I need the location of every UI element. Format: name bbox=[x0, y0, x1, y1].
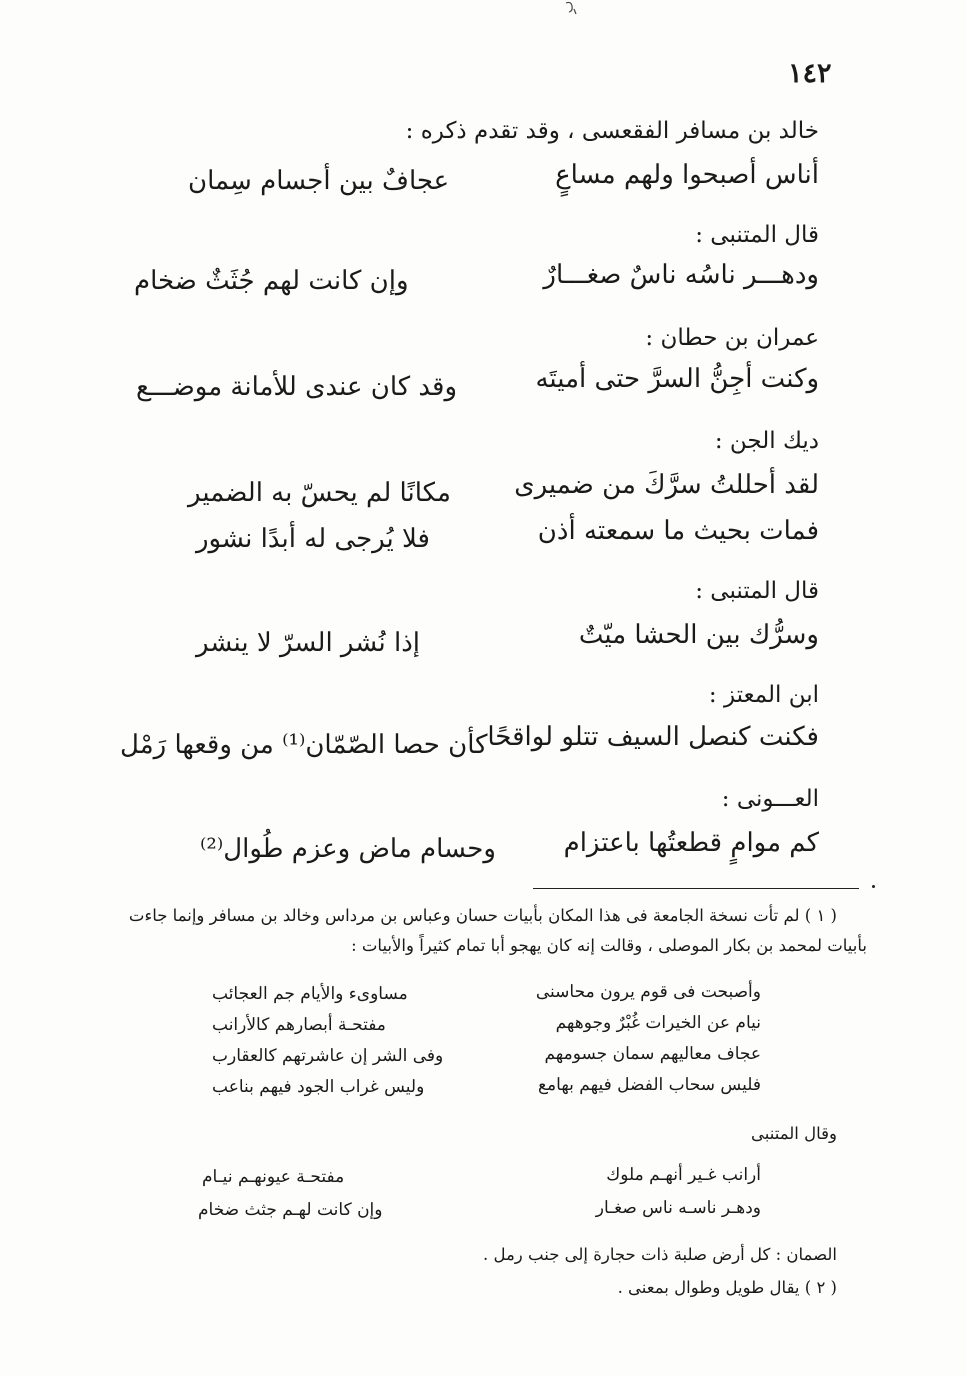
ink-mark bbox=[560, 0, 582, 16]
footnote-intro: وقال المتنبى bbox=[751, 1124, 837, 1143]
footnote-verse-first: عجاف معاليهم سمان جسومهم bbox=[544, 1044, 761, 1064]
footnote-verse-second: مفتحـة عيونهـم نيـام bbox=[202, 1167, 345, 1187]
footnote-2: ( ٢ ) يقال طويل وطوال بمعنى . bbox=[617, 1278, 837, 1297]
footnote-divider bbox=[533, 888, 859, 889]
footnote-verse-first: ودهـر ناسـه ناس صغـار bbox=[595, 1198, 761, 1218]
footnote-verse-first: أرانب غـير أنهـم ملوك bbox=[606, 1165, 761, 1185]
verse-second-hemistich: وقد كان عندى للأمانة موضـــع bbox=[136, 372, 458, 402]
verse-second-hemistich: عجافٌ بين أجسام سِمان bbox=[188, 166, 450, 196]
poet-intro: عمران بن حطان : bbox=[645, 325, 819, 351]
poet-intro: ابن المعتز : bbox=[708, 682, 819, 708]
verse-first-hemistich: فمات بحيث ما سمعته أذن bbox=[537, 516, 819, 546]
verse-first-hemistich: وسرُّك بين الحشا ميّتٌ bbox=[578, 620, 819, 650]
verse-first-hemistich: وكنت أجِنُّ السرَّ حتى أميتَه bbox=[535, 364, 819, 394]
verse-second-hemistich: فلا يُرجى له أبدًا نشور bbox=[196, 524, 430, 554]
footnote-1-line-2: بأبيات لمحمد بن بكار الموصلى ، وقالت إنه كان يهجو أبا تمام كثيراً والأبيات : bbox=[351, 936, 867, 955]
poet-intro: خالد بن مسافر الفقعسى ، وقد تقدم ذكره : bbox=[405, 118, 819, 144]
poet-intro: قال المتنبى : bbox=[695, 578, 819, 604]
footnote-verse-second: وفى الشر إن عاشرتهم كالعقارب bbox=[212, 1046, 444, 1066]
verse-second-hemistich: وإن كانت لهم جُثَثٌ ضخام bbox=[134, 266, 409, 296]
verse-first-hemistich: فكنت كنصل السيف تتلو لواقحًا bbox=[487, 722, 819, 752]
page-number: ١٤٢ bbox=[788, 58, 832, 89]
footnote-verse-first: وأصبحت فى قوم يرون محاسنى bbox=[535, 982, 761, 1002]
verse-first-hemistich: أناس أصبحوا ولهم مساعٍ bbox=[555, 160, 819, 190]
footnote-gloss: الصمان : كل أرض صلبة ذات حجارة إلى جنب رمل . bbox=[482, 1245, 837, 1264]
poet-intro: قال المتنبى : bbox=[695, 222, 819, 248]
footnote-1-line-1: ( ١ ) لم تأت نسخة الجامعة فى هذا المكان بأبيات حسان وعباس بن مرداس وخالد بن مسافر وإنما جاءت bbox=[128, 906, 837, 925]
footnote-verse-second: وليس غراب الجود فيهم بناعب bbox=[212, 1077, 425, 1097]
verse-second-hemistich: كأن حصا الصّمّان⁽¹⁾ من وقعها رَمْل bbox=[120, 730, 488, 760]
verse-second-hemistich: وحسام ماض وعزم طُوال⁽²⁾ bbox=[200, 834, 496, 864]
verse-second-hemistich: إذا نُشر السرّ لا ينشر bbox=[196, 628, 420, 658]
verse-first-hemistich: ودهـــر ناسُه ناسٌ صغـــارٌ bbox=[543, 260, 819, 290]
divider-dot bbox=[872, 885, 875, 888]
footnote-verse-second: مفتحـة أبصارهم كالأرانب bbox=[212, 1015, 386, 1035]
footnote-verse-second: مساوىء والأيام جم العجائب bbox=[212, 984, 408, 1004]
verse-second-hemistich: مكانًا لم يحسّ به الضمير bbox=[188, 478, 451, 508]
verse-first-hemistich: كم موامٍ قطعتُها باعتزام bbox=[563, 828, 819, 858]
footnote-verse-first: فليس سحاب الفضل فيهم بهامع bbox=[537, 1075, 761, 1095]
verse-first-hemistich: لقد أحللتُ سرَّكَ من ضميرى bbox=[514, 470, 819, 500]
poet-intro: ديك الجن : bbox=[714, 428, 819, 454]
poet-intro: العـــونى : bbox=[721, 786, 819, 812]
footnote-verse-second: وإن كانت لهـم جثث ضخام bbox=[198, 1200, 383, 1220]
footnote-verse-first: نيام عن الخيرات غُبْرٌ وجوههم bbox=[555, 1013, 761, 1033]
